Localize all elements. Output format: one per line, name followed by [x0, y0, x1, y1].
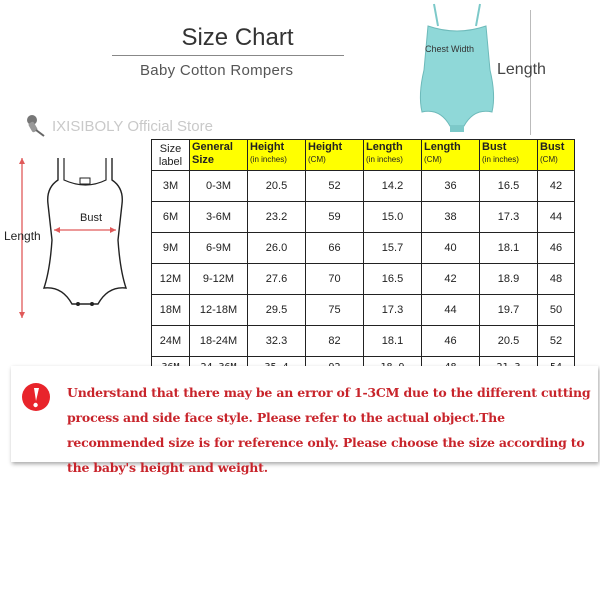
- table-row: [152, 202, 575, 233]
- table-row: [152, 264, 575, 295]
- table-cell: 18.1: [480, 233, 538, 264]
- table-cell: 12-18M: [190, 295, 248, 326]
- table-cell: 40: [422, 233, 480, 264]
- table-cell: 9-12M: [190, 264, 248, 295]
- store-watermark: [22, 114, 213, 138]
- table-cell: 23.2: [248, 202, 306, 233]
- table-cell: 75: [306, 295, 364, 326]
- table-row: [152, 233, 575, 264]
- column-header: Bust (in inches): [480, 140, 538, 171]
- diagram-length-label: Length: [4, 229, 41, 243]
- pushpin-icon: [22, 114, 52, 138]
- table-header-row: [152, 140, 575, 171]
- table-cell: 59: [306, 202, 364, 233]
- table-cell: 38: [422, 202, 480, 233]
- table-cell: 19.7: [480, 295, 538, 326]
- table-cell: 18.9: [480, 264, 538, 295]
- table-cell: 46: [422, 326, 480, 357]
- chest-width-label: Chest Width: [425, 44, 475, 54]
- title-divider: [112, 55, 344, 56]
- exclamation-icon: [21, 382, 51, 412]
- column-header: Height (CM): [306, 140, 364, 171]
- table-cell: 15.0: [364, 202, 422, 233]
- table-row: [152, 326, 575, 357]
- column-header: General Size: [190, 140, 248, 171]
- table-row: [152, 171, 575, 202]
- table-cell: 46: [538, 233, 575, 264]
- table-cell: 20.5: [248, 171, 306, 202]
- table-cell: 52: [306, 171, 364, 202]
- table-row: [152, 295, 575, 326]
- table-cell: 52: [538, 326, 575, 357]
- length-label: Length: [497, 61, 546, 78]
- table-cell: 14.2: [364, 171, 422, 202]
- table-cell: 16.5: [364, 264, 422, 295]
- table-cell: 32.3: [248, 326, 306, 357]
- table-cell: 44: [422, 295, 480, 326]
- column-header: Bust (CM): [538, 140, 575, 171]
- table-cell: 66: [306, 233, 364, 264]
- table-cell: 29.5: [248, 295, 306, 326]
- table-cell: 24M: [152, 326, 190, 357]
- table-cell: 18M: [152, 295, 190, 326]
- table-cell: 16.5: [480, 171, 538, 202]
- table-cell: 18.1: [364, 326, 422, 357]
- table-cell: 6-9M: [190, 233, 248, 264]
- table-cell: 50: [538, 295, 575, 326]
- table-cell: 20.5: [480, 326, 538, 357]
- table-cell: 70: [306, 264, 364, 295]
- page-subtitle: Baby Cotton Rompers: [140, 62, 294, 79]
- table-cell: 18-24M: [190, 326, 248, 357]
- size-chart-table: [151, 139, 575, 378]
- table-cell: 3-6M: [190, 202, 248, 233]
- table-cell: 42: [422, 264, 480, 295]
- table-cell: 17.3: [364, 295, 422, 326]
- table-cell: 17.3: [480, 202, 538, 233]
- table-cell: 0-3M: [190, 171, 248, 202]
- table-cell: 44: [538, 202, 575, 233]
- sizing-notice: [11, 366, 598, 475]
- page-title: Size Chart: [181, 24, 294, 51]
- diagram-bust-label: Bust: [80, 212, 103, 224]
- notice-text: Understand that there may be an error of 1-3CM due to the different cutting process and side face style. Please refer to the actual object.The recommended size is for reference only. Please choose the size according to the baby's height and weight.: [67, 385, 591, 475]
- column-header: Length (CM): [422, 140, 480, 171]
- table-cell: 3M: [152, 171, 190, 202]
- table-cell: 26.0: [248, 233, 306, 264]
- store-name: IXISIBOLY Official Store: [52, 117, 213, 135]
- table-cell: 9M: [152, 233, 190, 264]
- column-header: Length (in inches): [364, 140, 422, 171]
- table-cell: 36: [422, 171, 480, 202]
- table-cell: 15.7: [364, 233, 422, 264]
- table-cell: 48: [538, 264, 575, 295]
- table-cell: 27.6: [248, 264, 306, 295]
- table-cell: 12M: [152, 264, 190, 295]
- table-cell: 82: [306, 326, 364, 357]
- size-label-header: Size label: [152, 140, 190, 171]
- romper-photo: [414, 0, 500, 136]
- column-header: Height (in inches): [248, 140, 306, 171]
- table-cell: 6M: [152, 202, 190, 233]
- table-cell: 42: [538, 171, 575, 202]
